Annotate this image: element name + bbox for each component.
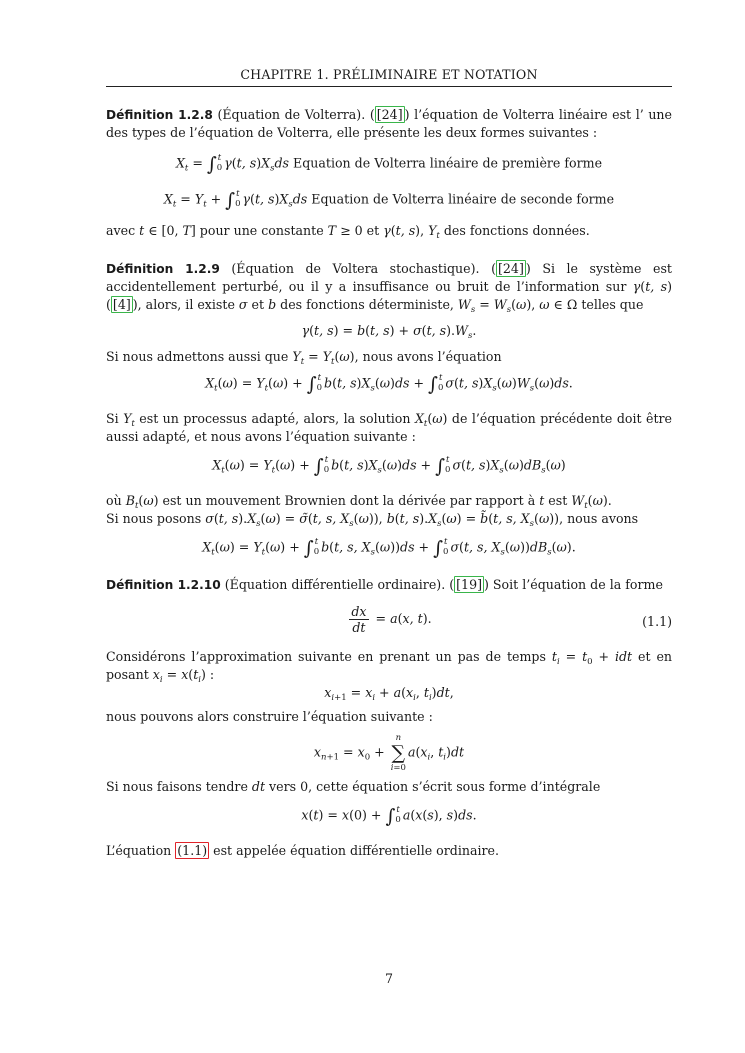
equation-euler-step: $x_{i+1} = x_i + a(x_i$, $t_i)dt$, — [324, 685, 454, 703]
equation-volterra-second: $X_t = Y_t$ + ∫ t 0 γ(t, $s)X_sds$ Equation de Volterra linéaire de seconde forme — [163, 189, 615, 212]
equation-integral-form: x(t) = x(0) + ∫ t 0 a(x(s), s)ds. — [301, 805, 477, 828]
equation-1-1: $\frac{dx}{dt}$ = a(x, t). (1.1) — [351, 604, 672, 635]
citation-link[interactable]: [24] — [376, 107, 403, 122]
paragraph: Si $Y_t$ est un processus adapté, alors, la solution $X_t(\omega)$ de l’équation précédente doit être aussi adapté, et nous avons l’équation suivante : — [106, 411, 672, 444]
paragraph: L’équation (1.1) est appelée équation différentielle ordinaire. — [106, 843, 499, 858]
definition-1-2-8: Définition 1.2.8 (Équation de Volterra). ( [24] ) l’équation de Volterra linéaire est l’ une des types de l’équation de Volterra, elle présente les deux formes suivantes : — [106, 107, 672, 140]
equation-stochastic-1: $X_t(\omega) = Y_t(\omega)$ + ∫ t 0 b(t, $s)X_s(\omega)ds$ + ∫ t 0 σ(t, $s)X_s(\omega)W_s(\omega)ds$. — [205, 373, 573, 396]
definition-name: (Équation différentielle ordinaire). — [224, 577, 446, 592]
equation-number: (1.1) — [642, 614, 672, 629]
definition-name: (Équation de Volterra). — [217, 107, 366, 122]
citation-link[interactable]: [4] — [112, 297, 131, 312]
equation-reference-link[interactable]: (1.1) — [177, 843, 208, 858]
header-rule — [106, 86, 672, 87]
running-header: CHAPITRE 1. PRÉLIMINAIRE ET NOTATION — [240, 67, 538, 82]
definition-label: Définition 1.2.10 — [106, 578, 221, 592]
paragraph: avec t ∈ [0, T] pour une constante T ≥ 0 et γ(t, s), $Y_t$ des fonctions données. — [106, 223, 590, 241]
equation-stochastic-3: $X_t(\omega) = Y_t(\omega)$ + ∫ t 0 b(t, s, $X_s(\omega))ds$ + ∫ t 0 σ(t, s, $X_s(\omega))dB_s(\omega)$. — [202, 537, 576, 560]
definition-1-2-9: Définition 1.2.9 (Équation de Voltera stochastique). ( [24] ) Si le système est accidentellement perturbé, ou il y a insuffisance ou bruit de l’information sur γ(t, s) ( [4] ), alors, il existe σ et b des fonctions déterministe, $W_s = W_s(\omega)$, ω ∈ Ω telles que — [106, 261, 672, 315]
definition-1-2-10: Définition 1.2.10 (Équation différentielle ordinaire). ( [19] ) Soit l’équation de la forme — [106, 577, 663, 592]
page-number: 7 — [384, 971, 393, 986]
definition-label: Définition 1.2.8 — [106, 108, 213, 122]
equation-caption: Equation de Volterra linéaire de première forme — [293, 155, 603, 171]
equation-gamma: γ(t, s) = b(t, s) + σ(t, $s).W_s$. — [301, 323, 477, 341]
equation-caption: Equation de Volterra linéaire de seconde forme — [311, 191, 615, 207]
equation-volterra-first: $X_t$ = ∫ t 0 γ(t, $s)X_sds$ Equation de Volterra linéaire de première forme — [175, 153, 603, 176]
paragraph: où $B_t(\omega)$ est un mouvement Brownien dont la dérivée par rapport à t est $W_t(\omega)$. Si nous posons σ(t, $s).X_s(\omega)$ = σ̃(t, s, $X_s(\omega)$), b(t, $s).X_s(\omega)$ = b̃(t, s, $X_s(\omega)$), nous avons — [106, 493, 639, 529]
paragraph: Considérons l’approximation suivante en prenant un pas de temps $t_i = t_0$ + idt et en posant $x_i = x(t_i)$ : — [106, 649, 673, 685]
definition-name: (Équation de Voltera stochastique). — [231, 261, 480, 276]
paragraph: Si nous admettons aussi que $Y_t = Y_t(\omega)$, nous avons l’équation — [106, 349, 502, 367]
definition-label: Définition 1.2.9 — [106, 262, 220, 276]
equation-sum: $x_{n+1} = x_0$ + n ∑ i=0 $a(x_i$, $t_i)dt$ — [313, 733, 465, 773]
citation-link[interactable]: [24] — [498, 261, 524, 276]
paragraph: nous pouvons alors construire l’équation suivante : — [106, 709, 433, 724]
page-body — [106, 106, 672, 860]
paragraph: Si nous faisons tendre dt vers 0, cette équation s’écrit sous forme d’intégrale — [106, 779, 601, 794]
equation-stochastic-2: $X_t(\omega) = Y_t(\omega)$ + ∫ t 0 b(t, $s)X_s(\omega)ds$ + ∫ t 0 σ(t, $s)X_s(\omega)dB_s(\omega)$ — [212, 455, 566, 478]
citation-link[interactable]: [19] — [456, 577, 482, 592]
